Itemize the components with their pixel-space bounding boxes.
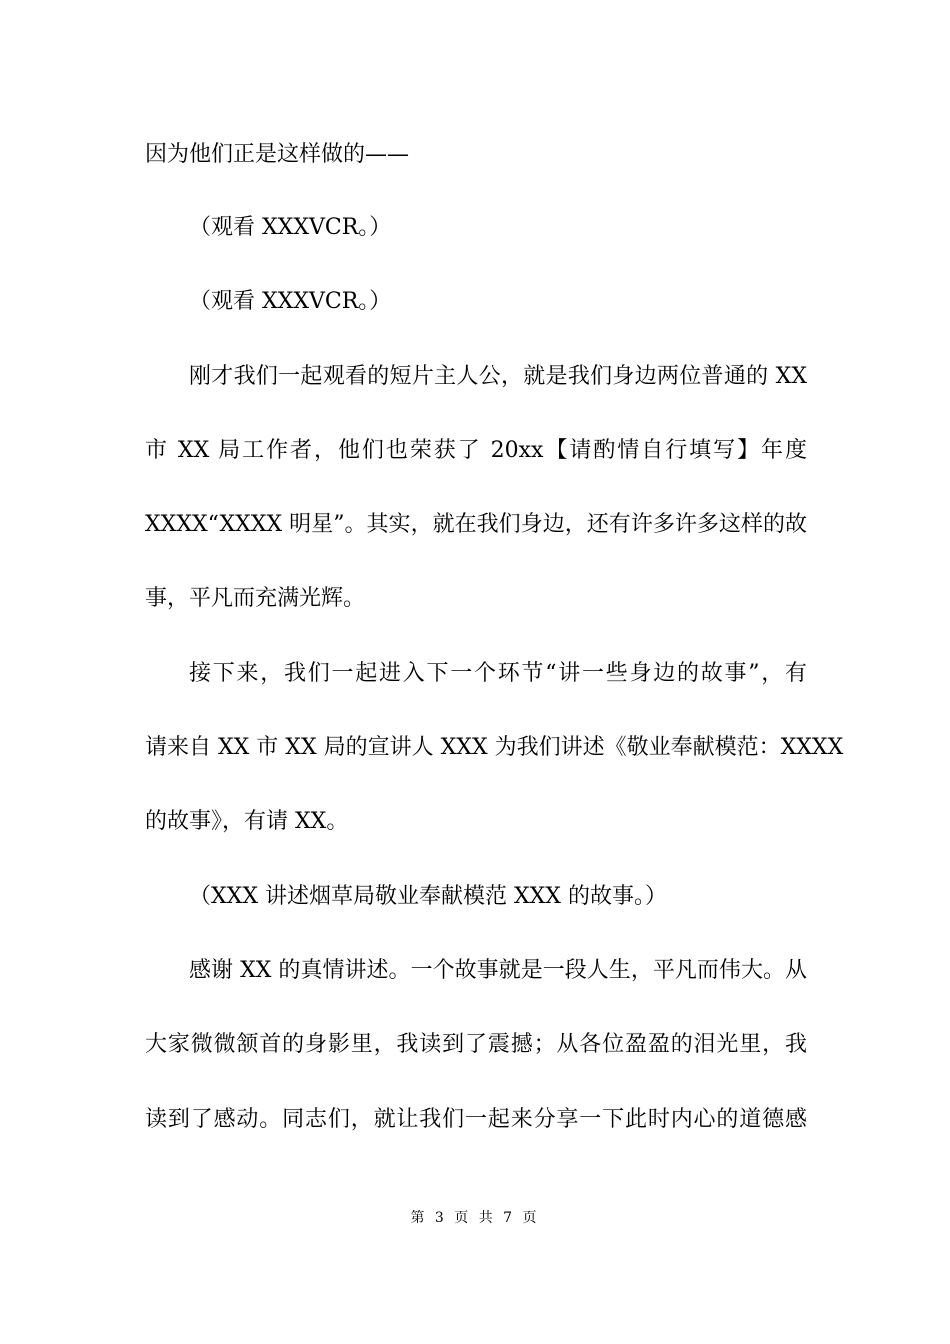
paragraph-line: 因为他们正是这样做的—— — [145, 142, 410, 167]
stage-direction-line: （观看 XXXVCR。） — [189, 215, 392, 240]
paragraph-line: 读到了感动。同志们，就让我们一起来分享一下此时内心的道德感 — [145, 1107, 807, 1132]
paragraph-line: 刚才我们一起观看的短片主人公，就是我们身边两位普通的 XX — [189, 364, 807, 389]
paragraph-line: 事，平凡而充满光辉。 — [145, 586, 366, 611]
page-number-footer: 第 3 页 共 7 页 — [410, 1210, 540, 1226]
paragraph-line: 大家微微颔首的身影里，我读到了震撼；从各位盈盈的泪光里，我 — [145, 1032, 807, 1057]
stage-direction-line: （XXX 讲述烟草局敬业奉献模范 XXX 的故事。） — [189, 884, 667, 909]
stage-direction-line: （观看 XXXVCR。） — [189, 289, 392, 314]
paragraph-line: 感谢 XX 的真情讲述。一个故事就是一段人生，平凡而伟大。从 — [189, 958, 807, 983]
paragraph-line: 市 XX 局工作者，他们也荣获了 20xx【请酌情自行填写】年度 — [145, 438, 807, 463]
paragraph-line: 请来自 XX 市 XX 局的宣讲人 XXX 为我们讲述《敬业奉献模范：XXXX — [145, 735, 844, 760]
paragraph-line: 接下来，我们一起进入下一个环节“讲一些身边的故事”，有 — [189, 661, 807, 686]
paragraph-line: 的故事》，有请 XX。 — [145, 809, 349, 834]
paragraph-line: XXXX“XXXX 明星”。其实，就在我们身边，还有许多许多这样的故 — [145, 512, 807, 537]
